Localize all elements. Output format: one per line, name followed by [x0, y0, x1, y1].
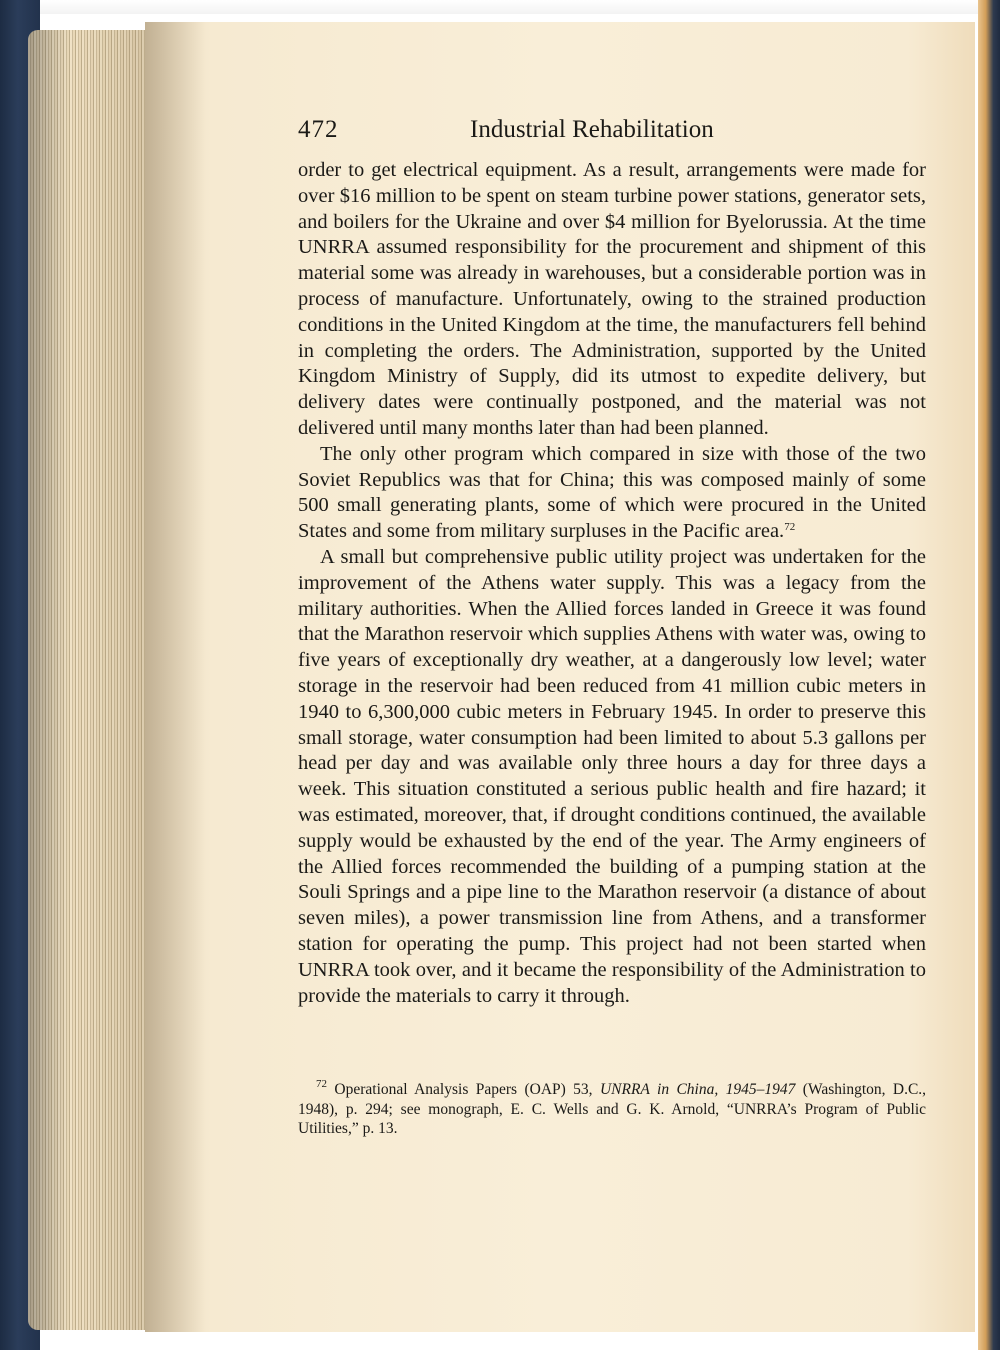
- footnote-italic-title: UNRRA in China, 1945–1947: [599, 1081, 796, 1098]
- background-top: [0, 0, 1000, 14]
- footnote-text-b: (Washington, D.C., 1948), p. 294; see monograph, E. C. Wells and G. K. Arnold, “UNRRA’s Program of Public Utilities,” p. 13.: [298, 1081, 927, 1138]
- page-edges-shadow: [28, 30, 148, 1330]
- footnote: [298, 1080, 926, 1139]
- body-text: [298, 158, 926, 1009]
- footnote-72: [298, 1080, 926, 1139]
- book-cover-right: [978, 0, 1000, 1350]
- running-title: Industrial Rehabilitation: [470, 116, 714, 143]
- paragraph-3: A small but comprehensive public utility project was undertaken for the improvement of the Athens water supply. This was a legacy from the military authorities. When the Allied forces landed in Greece it was found that the Marathon reservoir which supplies Athens with water was, owing to five years of exceptionally dry weather, at a dangerously low level; water storage in the reservoir had been reduced from 41 million cubic meters in 1940 to 6,300,000 cubic meters in February 1945. In order to preserve this small storage, water consumption had been limited to about 5.3 gallons per head per day and was available only three hours a day for three days a week. This situation constituted a serious public health and fire hazard; it was estimated, moreover, that, if drought conditions continued, the available supply would be exhausted by the end of the year. The Army engineers of the Allied forces recommended the building of a pumping station at the Souli Springs and a pipe line to the Marathon reservoir (a distance of about seven miles), a power transmission line from Athens, and a transformer station for operating the pump. This project had not been started when UNRRA took over, and it became the responsibility of the Administration to provide the materials to carry it through.: [298, 545, 926, 1007]
- footnote-text-a: Operational Analysis Papers (OAP) 53,: [334, 1081, 593, 1098]
- gutter-shadow: [145, 22, 205, 1332]
- page-header: [298, 116, 938, 156]
- footnote-reference: 72: [784, 521, 796, 534]
- footnote-number: 72: [316, 1078, 327, 1090]
- paragraph-2: [298, 442, 926, 545]
- paragraph-2-text: The only other program which compared in size with those of the two Soviet Republics was that for China; this was composed mainly of some 500 small generating plants, some of which were procured in the United States and some from military surpluses in the Pacific area.: [298, 442, 926, 543]
- paragraph-1: order to get electrical equipment. As a result, arrangements were made for over $16 million to be spent on steam turbine power stations, generator sets, and boilers for the Ukraine and over $4 million for Byelorussia. At the time UNRRA assumed responsibility for the procurement and shipment of this material some was already in warehouses, but a considerable portion was in process of manufacture. Unfortunately, owing to the strained production conditions in the United Kingdom at the time, the manufacturers fell behind in completing the orders. The Administration, supported by the United Kingdom Ministry of Supply, did its utmost to expedite delivery, but delivery dates were continually postponed, and the material was not delivered until many months later than had been planned.: [298, 159, 926, 439]
- page-number: 472: [298, 116, 339, 143]
